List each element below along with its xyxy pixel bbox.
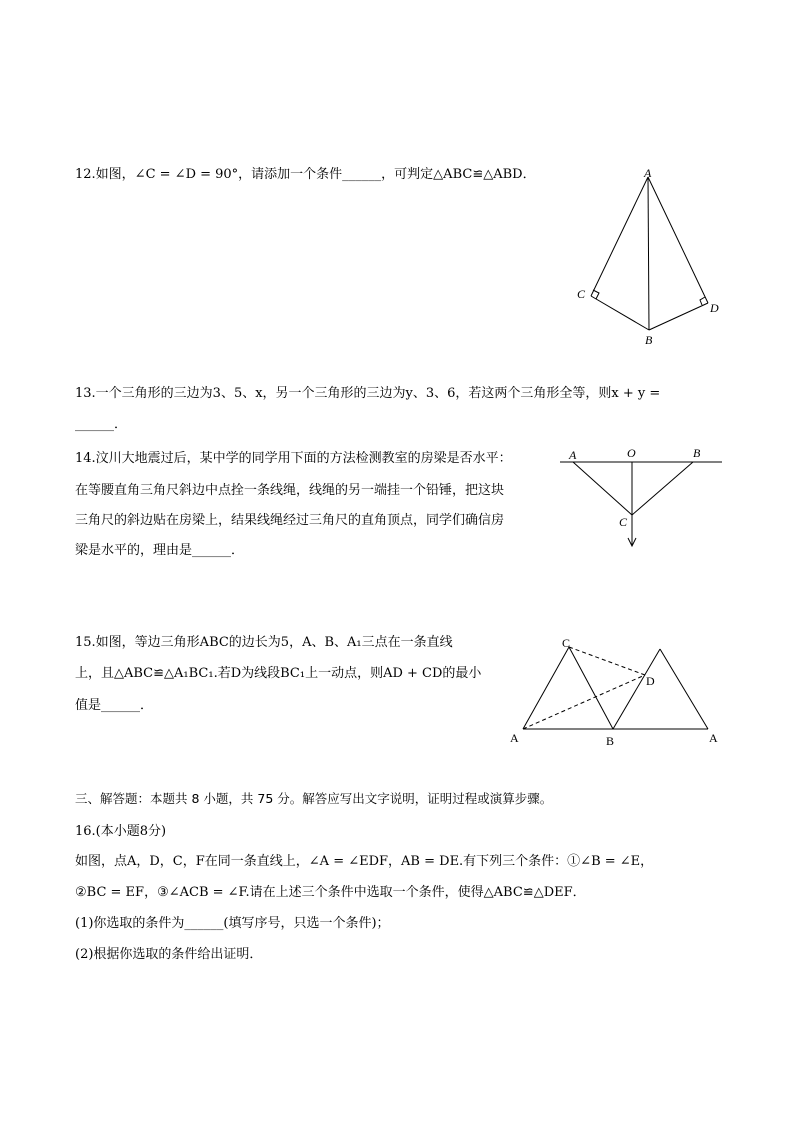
section-heading: 三、解答题：本题共 8 小题，共 75 分。解答应写出文字说明，证明过程或演算步骤。 (75, 791, 553, 806)
q16-part-2: (2)根据你选取的条件给出证明． (75, 947, 263, 962)
label-A-right: A (709, 731, 718, 745)
q14-text-3: 三角尺的斜边贴在房梁上，结果线绳经过三角尺的直角顶点，同学们确信房 (75, 513, 505, 528)
label-A-left: A (510, 731, 519, 745)
q14-text-2: 在等腰直角三角尺斜边中点拴一条线绳，线绳的另一端挂一个铅锤，把这块 (75, 483, 505, 498)
q13-text-1: 13.一个三角形的三边为3、5、x，另一个三角形的三边为y、3、6，若这两个三角形全等，则x + y = (75, 386, 661, 401)
label-B: B (693, 446, 701, 460)
label-D: D (710, 301, 719, 315)
label-B: B (606, 734, 615, 748)
q16-part-1: (1)你选取的条件为______(填写序号，只选一个条件)； (75, 916, 390, 931)
q14-figure (560, 440, 730, 555)
q15-text-1: 15.如图，等边三角形ABC的边长为5，A、B、A₁三点在一条直线 (75, 635, 453, 650)
q15-figure (505, 633, 730, 748)
label-A: A (644, 166, 652, 180)
q14-text-1: 14.汶川大地震过后，某中学的同学用下面的方法检测教室的房梁是否水平： (75, 451, 512, 466)
label-O: O (627, 446, 636, 460)
q16-title: 16.(本小题8分) (75, 824, 167, 839)
label-A: A (569, 448, 577, 462)
q12-figure (560, 165, 740, 350)
q15-text-2: 上，且△ABC≌△A₁BC₁.若D为线段BC₁上一动点，则AD + CD的最小 (75, 666, 482, 681)
label-C: C (619, 515, 628, 529)
q14-text-4: 梁是水平的，理由是______． (75, 543, 245, 558)
q16-text-2: ②BC = EF，③∠ACB = ∠F.请在上述三个条件中选取一个条件，使得△ABC≌△DEF． (75, 885, 586, 900)
q12-text: 12.如图，∠C = ∠D = 90°，请添加一个条件______，可判定△ABC≌△ABD． (75, 167, 536, 182)
q16-text-1: 如图，点A，D，C，F在同一条直线上，∠A = ∠EDF，AB = DE.有下列三个条件：①∠B = ∠E， (75, 854, 654, 869)
label-D: D (646, 674, 655, 688)
q15-text-3: 值是______． (75, 698, 154, 713)
label-B: B (645, 333, 653, 347)
label-C: C (562, 636, 571, 650)
q13-text-2: ______． (75, 417, 128, 432)
label-C: C (577, 287, 586, 301)
